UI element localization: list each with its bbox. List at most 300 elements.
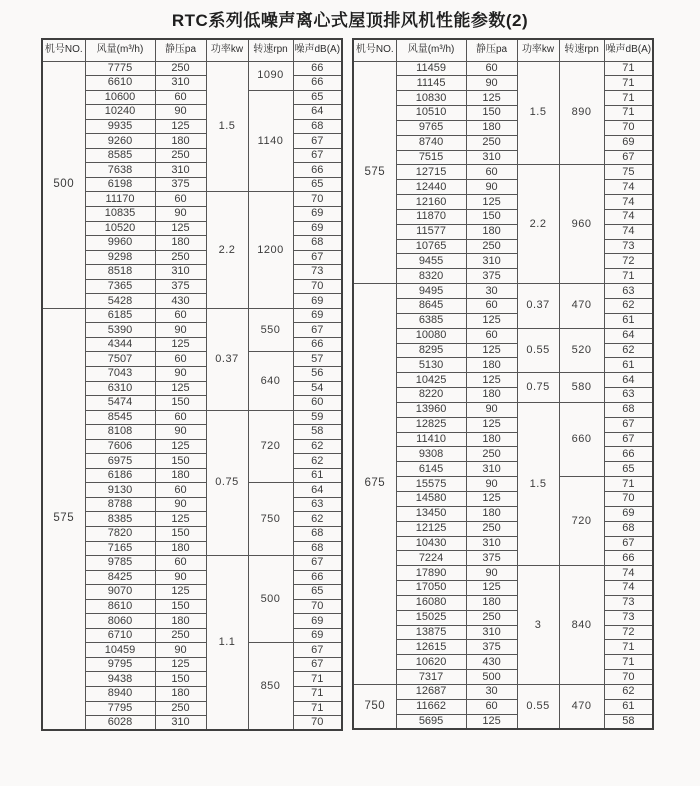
- air-volume-cell: 9438: [85, 672, 155, 687]
- noise-cell: 71: [604, 106, 653, 121]
- noise-cell: 66: [293, 61, 342, 76]
- power-cell: 0.75: [206, 410, 248, 555]
- noise-cell: 66: [604, 447, 653, 462]
- air-volume-cell: 6310: [85, 381, 155, 396]
- table-row: [353, 684, 653, 699]
- noise-cell: 65: [293, 585, 342, 600]
- static-pressure-cell: 310: [155, 76, 206, 91]
- table-row: [353, 224, 653, 239]
- air-volume-cell: 10510: [396, 106, 466, 121]
- table-row: [353, 195, 653, 210]
- noise-cell: 62: [293, 454, 342, 469]
- noise-cell: 73: [604, 239, 653, 254]
- static-pressure-cell: 430: [466, 655, 517, 670]
- speed-cell: 1140: [248, 90, 293, 192]
- air-volume-cell: 9935: [85, 119, 155, 134]
- air-volume-cell: 8610: [85, 599, 155, 614]
- noise-cell: 59: [293, 410, 342, 425]
- static-pressure-cell: 125: [155, 585, 206, 600]
- speed-cell: 720: [248, 410, 293, 483]
- table-row: [353, 61, 653, 76]
- speed-cell: 500: [248, 556, 293, 643]
- tables-container: [0, 38, 700, 731]
- air-volume-cell: 7820: [85, 527, 155, 542]
- table-row: [42, 570, 342, 585]
- static-pressure-cell: 60: [155, 192, 206, 207]
- speed-cell: 1090: [248, 61, 293, 90]
- noise-cell: 64: [604, 328, 653, 343]
- noise-cell: 66: [604, 551, 653, 566]
- air-volume-cell: 10080: [396, 328, 466, 343]
- air-volume-cell: 9495: [396, 284, 466, 299]
- air-volume-cell: 16080: [396, 595, 466, 610]
- speed-cell: 660: [559, 402, 604, 476]
- static-pressure-cell: 90: [155, 323, 206, 338]
- column-header: 转速rpn: [248, 39, 293, 61]
- noise-cell: 67: [293, 134, 342, 149]
- air-volume-cell: 8220: [396, 388, 466, 403]
- table-row: [353, 313, 653, 328]
- table-row: [353, 91, 653, 106]
- static-pressure-cell: 180: [155, 614, 206, 629]
- static-pressure-cell: 60: [155, 308, 206, 323]
- static-pressure-cell: 150: [466, 106, 517, 121]
- static-pressure-cell: 375: [155, 177, 206, 192]
- noise-cell: 67: [293, 643, 342, 658]
- noise-cell: 74: [604, 195, 653, 210]
- static-pressure-cell: 90: [466, 180, 517, 195]
- power-cell: 1.5: [517, 402, 559, 565]
- air-volume-cell: 6186: [85, 468, 155, 483]
- noise-cell: 71: [604, 640, 653, 655]
- air-volume-cell: 7507: [85, 352, 155, 367]
- static-pressure-cell: 125: [155, 512, 206, 527]
- noise-cell: 61: [604, 358, 653, 373]
- noise-cell: 69: [604, 506, 653, 521]
- table-row: [42, 61, 342, 76]
- static-pressure-cell: 125: [155, 439, 206, 454]
- static-pressure-cell: 125: [466, 343, 517, 358]
- speed-cell: 470: [559, 684, 604, 729]
- air-volume-cell: 13960: [396, 402, 466, 417]
- noise-cell: 70: [604, 491, 653, 506]
- static-pressure-cell: 310: [466, 462, 517, 477]
- noise-cell: 74: [604, 224, 653, 239]
- static-pressure-cell: 60: [466, 299, 517, 314]
- table-row: [353, 521, 653, 536]
- air-volume-cell: 10620: [396, 655, 466, 670]
- power-cell: 2.2: [517, 165, 559, 284]
- noise-cell: 72: [604, 254, 653, 269]
- power-cell: 0.55: [517, 684, 559, 729]
- noise-cell: 68: [604, 402, 653, 417]
- static-pressure-cell: 150: [155, 599, 206, 614]
- table-row: [42, 599, 342, 614]
- noise-cell: 66: [293, 570, 342, 585]
- noise-cell: 69: [293, 221, 342, 236]
- air-volume-cell: 12687: [396, 684, 466, 699]
- column-header: 噪声dB(A): [604, 39, 653, 61]
- table-row: [42, 177, 342, 192]
- column-header: 风量(m³/h): [85, 39, 155, 61]
- static-pressure-cell: 60: [466, 165, 517, 180]
- table-row: [353, 388, 653, 403]
- air-volume-cell: 8545: [85, 410, 155, 425]
- static-pressure-cell: 375: [466, 551, 517, 566]
- static-pressure-cell: 180: [466, 388, 517, 403]
- air-volume-cell: 8425: [85, 570, 155, 585]
- air-volume-cell: 7638: [85, 163, 155, 178]
- static-pressure-cell: 90: [155, 497, 206, 512]
- table-row: [42, 163, 342, 178]
- table-row: [353, 269, 653, 284]
- table-row: [42, 148, 342, 163]
- machine-no-cell: 675: [353, 284, 396, 685]
- air-volume-cell: 6028: [85, 716, 155, 731]
- noise-cell: 70: [293, 716, 342, 731]
- static-pressure-cell: 150: [155, 454, 206, 469]
- air-volume-cell: 8295: [396, 343, 466, 358]
- static-pressure-cell: 125: [155, 221, 206, 236]
- table-row: [353, 491, 653, 506]
- noise-cell: 70: [293, 279, 342, 294]
- air-volume-cell: 8385: [85, 512, 155, 527]
- table-row: [353, 165, 653, 180]
- static-pressure-cell: 90: [155, 366, 206, 381]
- static-pressure-cell: 90: [155, 105, 206, 120]
- air-volume-cell: 15025: [396, 610, 466, 625]
- machine-no-cell: 500: [42, 61, 85, 308]
- speed-cell: 850: [248, 643, 293, 730]
- noise-cell: 64: [293, 105, 342, 120]
- air-volume-cell: 15575: [396, 477, 466, 492]
- static-pressure-cell: 60: [155, 483, 206, 498]
- air-volume-cell: 10425: [396, 373, 466, 388]
- air-volume-cell: 10430: [396, 536, 466, 551]
- power-cell: 1.1: [206, 556, 248, 731]
- noise-cell: 71: [604, 269, 653, 284]
- air-volume-cell: 5428: [85, 294, 155, 309]
- noise-cell: 54: [293, 381, 342, 396]
- static-pressure-cell: 430: [155, 294, 206, 309]
- air-volume-cell: 7317: [396, 670, 466, 685]
- table-row: [353, 209, 653, 224]
- static-pressure-cell: 125: [466, 581, 517, 596]
- noise-cell: 65: [604, 462, 653, 477]
- air-volume-cell: 12825: [396, 417, 466, 432]
- static-pressure-cell: 125: [466, 714, 517, 729]
- table-row: [42, 687, 342, 702]
- air-volume-cell: 10765: [396, 239, 466, 254]
- column-header: 机号NO.: [42, 39, 85, 61]
- column-header: 静压pa: [466, 39, 517, 61]
- static-pressure-cell: 90: [466, 402, 517, 417]
- column-header: 转速rpn: [559, 39, 604, 61]
- table-row: [353, 239, 653, 254]
- static-pressure-cell: 150: [155, 672, 206, 687]
- machine-no-cell: 750: [353, 684, 396, 729]
- static-pressure-cell: 60: [466, 699, 517, 714]
- table-row: [353, 328, 653, 343]
- table-row: [353, 447, 653, 462]
- table-row: [42, 323, 342, 338]
- air-volume-cell: 6198: [85, 177, 155, 192]
- air-volume-cell: 8518: [85, 265, 155, 280]
- noise-cell: 57: [293, 352, 342, 367]
- noise-cell: 69: [293, 206, 342, 221]
- air-volume-cell: 6975: [85, 454, 155, 469]
- power-cell: 1.5: [517, 61, 559, 165]
- table-row: [42, 425, 342, 440]
- speed-cell: 580: [559, 373, 604, 403]
- noise-cell: 58: [604, 714, 653, 729]
- speed-cell: 750: [248, 483, 293, 556]
- noise-cell: 69: [604, 135, 653, 150]
- air-volume-cell: 8645: [396, 299, 466, 314]
- air-volume-cell: 5474: [85, 396, 155, 411]
- static-pressure-cell: 125: [466, 417, 517, 432]
- noise-cell: 64: [604, 373, 653, 388]
- static-pressure-cell: 60: [155, 352, 206, 367]
- table-row: [353, 477, 653, 492]
- noise-cell: 68: [604, 521, 653, 536]
- table-row: [353, 536, 653, 551]
- table-row: [42, 76, 342, 91]
- noise-cell: 62: [293, 439, 342, 454]
- table-row: [42, 221, 342, 236]
- column-header: 机号NO.: [353, 39, 396, 61]
- noise-cell: 67: [604, 432, 653, 447]
- noise-cell: 67: [604, 417, 653, 432]
- air-volume-cell: 9455: [396, 254, 466, 269]
- table-row: [42, 701, 342, 716]
- noise-cell: 71: [604, 655, 653, 670]
- table-row: [42, 236, 342, 251]
- air-volume-cell: 6710: [85, 628, 155, 643]
- air-volume-cell: 11459: [396, 61, 466, 76]
- table-row: [353, 180, 653, 195]
- noise-cell: 71: [604, 76, 653, 91]
- table-row: [42, 556, 342, 571]
- table-row: [42, 279, 342, 294]
- air-volume-cell: 8060: [85, 614, 155, 629]
- static-pressure-cell: 125: [466, 491, 517, 506]
- static-pressure-cell: 310: [155, 716, 206, 731]
- table-row: [353, 299, 653, 314]
- table-row: [42, 337, 342, 352]
- air-volume-cell: 6145: [396, 462, 466, 477]
- power-cell: 1.5: [206, 61, 248, 192]
- noise-cell: 71: [604, 91, 653, 106]
- noise-cell: 68: [293, 236, 342, 251]
- noise-cell: 65: [293, 90, 342, 105]
- table-row: [353, 120, 653, 135]
- table-row: [353, 655, 653, 670]
- power-cell: 3: [517, 566, 559, 685]
- static-pressure-cell: 150: [155, 396, 206, 411]
- noise-cell: 66: [293, 163, 342, 178]
- air-volume-cell: 12615: [396, 640, 466, 655]
- static-pressure-cell: 60: [155, 90, 206, 105]
- table-row: [353, 699, 653, 714]
- noise-cell: 71: [293, 672, 342, 687]
- table-row: [42, 308, 342, 323]
- air-volume-cell: 11870: [396, 209, 466, 224]
- power-cell: 0.75: [517, 373, 559, 403]
- table-row: [353, 150, 653, 165]
- static-pressure-cell: 250: [466, 135, 517, 150]
- noise-cell: 62: [604, 684, 653, 699]
- table-row: [42, 381, 342, 396]
- power-cell: 2.2: [206, 192, 248, 308]
- noise-cell: 69: [293, 614, 342, 629]
- table-row: [353, 462, 653, 477]
- air-volume-cell: 7365: [85, 279, 155, 294]
- table-row: [353, 106, 653, 121]
- noise-cell: 67: [293, 323, 342, 338]
- table-row: [353, 76, 653, 91]
- static-pressure-cell: 310: [466, 536, 517, 551]
- table-row: [353, 343, 653, 358]
- speed-cell: 640: [248, 352, 293, 410]
- air-volume-cell: 10835: [85, 206, 155, 221]
- noise-cell: 69: [293, 308, 342, 323]
- air-volume-cell: 12125: [396, 521, 466, 536]
- static-pressure-cell: 125: [155, 657, 206, 672]
- static-pressure-cell: 375: [466, 640, 517, 655]
- air-volume-cell: 10600: [85, 90, 155, 105]
- air-volume-cell: 13875: [396, 625, 466, 640]
- air-volume-cell: 9130: [85, 483, 155, 498]
- table-row: [353, 506, 653, 521]
- noise-cell: 68: [293, 119, 342, 134]
- noise-cell: 70: [293, 192, 342, 207]
- noise-cell: 58: [293, 425, 342, 440]
- noise-cell: 67: [293, 556, 342, 571]
- static-pressure-cell: 375: [466, 269, 517, 284]
- noise-cell: 68: [293, 541, 342, 556]
- noise-cell: 71: [293, 701, 342, 716]
- static-pressure-cell: 30: [466, 684, 517, 699]
- air-volume-cell: 9765: [396, 120, 466, 135]
- table-row: [42, 512, 342, 527]
- table-row: [353, 402, 653, 417]
- noise-cell: 63: [604, 388, 653, 403]
- static-pressure-cell: 90: [155, 206, 206, 221]
- static-pressure-cell: 180: [466, 224, 517, 239]
- air-volume-cell: 11410: [396, 432, 466, 447]
- table-row: [353, 581, 653, 596]
- table-row: [42, 352, 342, 367]
- static-pressure-cell: 250: [155, 61, 206, 76]
- noise-cell: 61: [293, 468, 342, 483]
- air-volume-cell: 17050: [396, 581, 466, 596]
- table-row: [353, 566, 653, 581]
- machine-no-cell: 575: [42, 308, 85, 730]
- air-volume-cell: 6610: [85, 76, 155, 91]
- noise-cell: 62: [604, 343, 653, 358]
- power-cell: 0.37: [206, 308, 248, 410]
- static-pressure-cell: 125: [155, 381, 206, 396]
- speed-cell: 470: [559, 284, 604, 329]
- static-pressure-cell: 180: [155, 236, 206, 251]
- noise-cell: 61: [604, 313, 653, 328]
- noise-cell: 62: [293, 512, 342, 527]
- static-pressure-cell: 250: [466, 447, 517, 462]
- table-row: [42, 468, 342, 483]
- static-pressure-cell: 60: [155, 556, 206, 571]
- static-pressure-cell: 90: [155, 570, 206, 585]
- air-volume-cell: 7043: [85, 366, 155, 381]
- fan-performance-table: [41, 38, 343, 731]
- noise-cell: 62: [604, 299, 653, 314]
- air-volume-cell: 7775: [85, 61, 155, 76]
- static-pressure-cell: 180: [155, 687, 206, 702]
- table-row: [42, 672, 342, 687]
- noise-cell: 56: [293, 366, 342, 381]
- table-row: [353, 135, 653, 150]
- air-volume-cell: 7224: [396, 551, 466, 566]
- noise-cell: 72: [604, 625, 653, 640]
- static-pressure-cell: 310: [466, 254, 517, 269]
- noise-cell: 73: [604, 595, 653, 610]
- table-row: [353, 432, 653, 447]
- table-header: [353, 39, 653, 61]
- noise-cell: 63: [604, 284, 653, 299]
- static-pressure-cell: 180: [466, 506, 517, 521]
- static-pressure-cell: 375: [155, 279, 206, 294]
- column-header: 功率kw: [517, 39, 559, 61]
- air-volume-cell: 8788: [85, 497, 155, 512]
- air-volume-cell: 5695: [396, 714, 466, 729]
- air-volume-cell: 5390: [85, 323, 155, 338]
- air-volume-cell: 14580: [396, 491, 466, 506]
- noise-cell: 67: [293, 148, 342, 163]
- static-pressure-cell: 180: [466, 595, 517, 610]
- static-pressure-cell: 250: [155, 628, 206, 643]
- table-row: [42, 294, 342, 309]
- static-pressure-cell: 310: [155, 163, 206, 178]
- column-header: 噪声dB(A): [293, 39, 342, 61]
- table-row: [42, 614, 342, 629]
- table-row: [353, 551, 653, 566]
- speed-cell: 550: [248, 308, 293, 352]
- static-pressure-cell: 250: [466, 239, 517, 254]
- table-row: [353, 714, 653, 729]
- table-header: [42, 39, 342, 61]
- static-pressure-cell: 90: [155, 425, 206, 440]
- table-body: [42, 61, 342, 730]
- air-volume-cell: 9785: [85, 556, 155, 571]
- static-pressure-cell: 180: [466, 432, 517, 447]
- performance-table-right-wrap: [352, 38, 654, 730]
- table-row: [42, 657, 342, 672]
- table-row: [42, 541, 342, 556]
- noise-cell: 69: [293, 628, 342, 643]
- table-row: [42, 119, 342, 134]
- table-row: [42, 134, 342, 149]
- air-volume-cell: 13450: [396, 506, 466, 521]
- noise-cell: 71: [604, 61, 653, 76]
- machine-no-cell: 575: [353, 61, 396, 284]
- table-row: [353, 595, 653, 610]
- air-volume-cell: 9308: [396, 447, 466, 462]
- air-volume-cell: 12160: [396, 195, 466, 210]
- static-pressure-cell: 250: [466, 610, 517, 625]
- table-row: [42, 643, 342, 658]
- air-volume-cell: 12440: [396, 180, 466, 195]
- table-row: [42, 497, 342, 512]
